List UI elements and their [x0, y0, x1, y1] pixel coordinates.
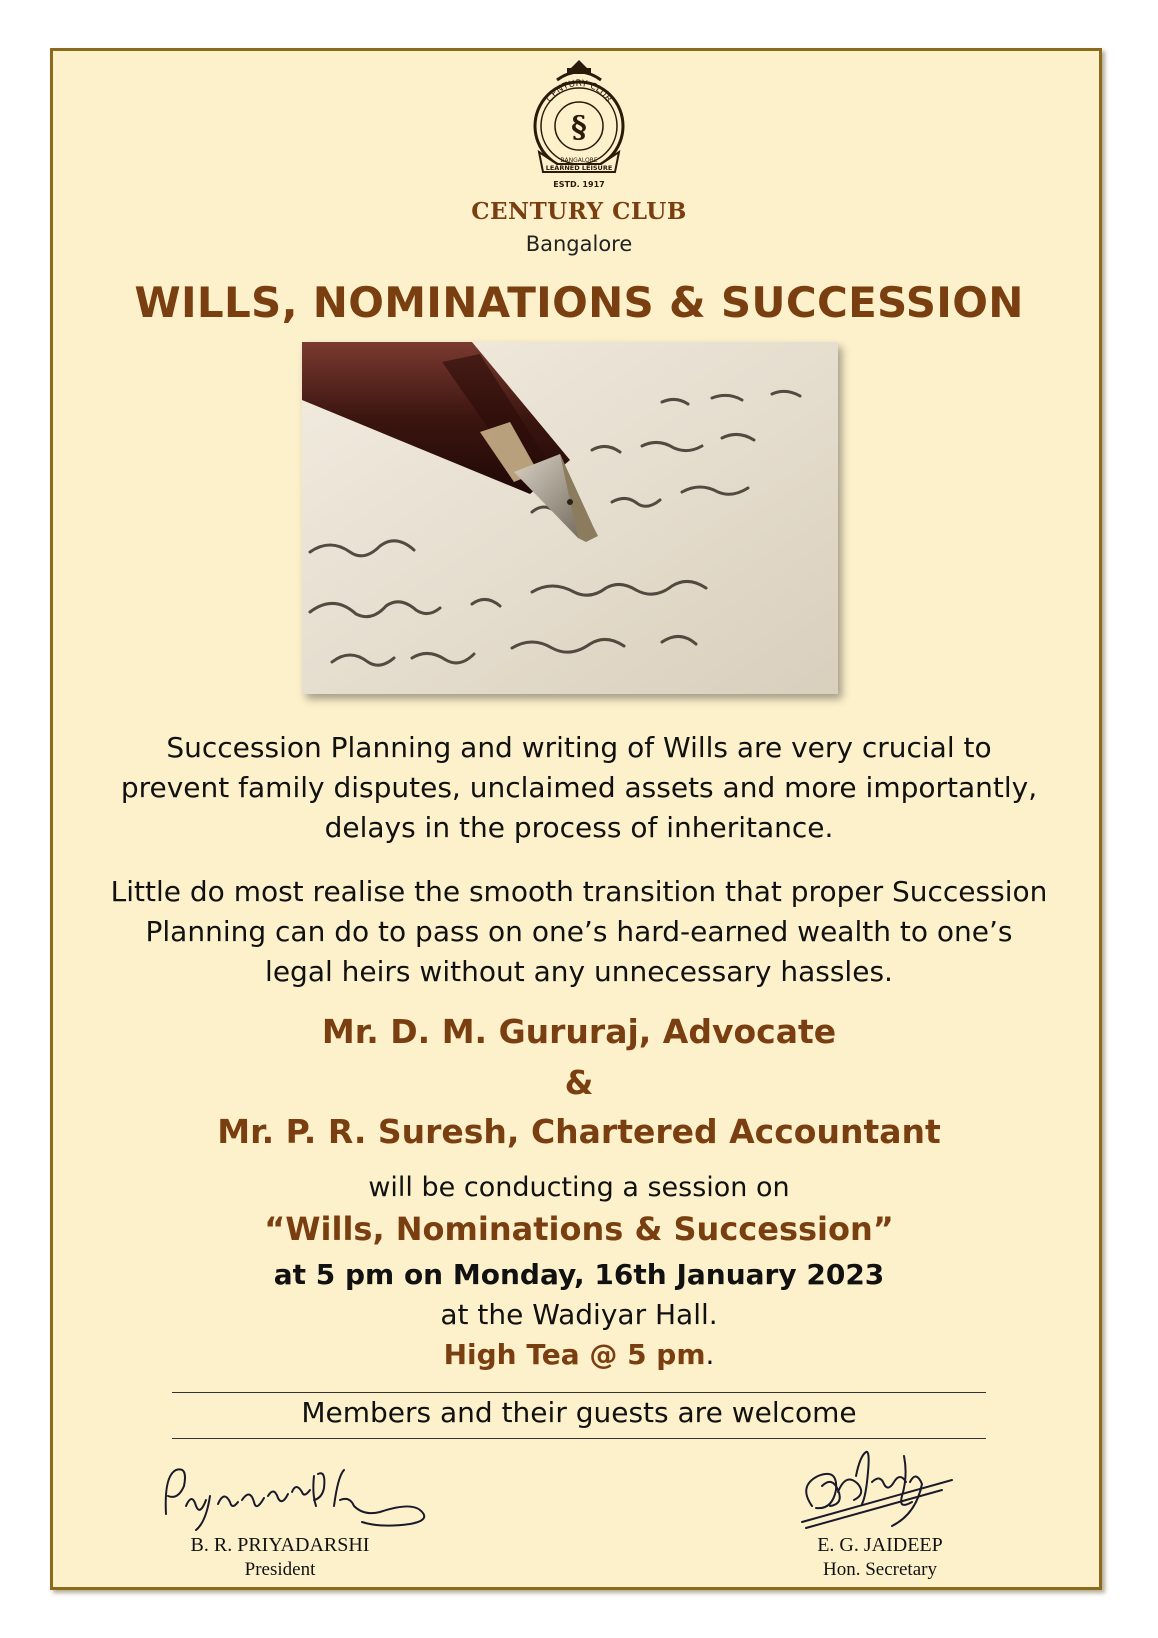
club-name: CENTURY CLUB [471, 198, 687, 225]
logo-text-top: CENTURY CLUB [544, 78, 614, 105]
divider-top [172, 1392, 986, 1393]
svg-text:§: § [571, 110, 587, 145]
intro-paragraph-1: Succession Planning and writing of Wills are very crucial to prevent family disputes, unclaimed assets and more importantly, delays in the process of inheritance. [120, 731, 1038, 844]
secretary-name: E. G. JAIDEEP [817, 1534, 943, 1556]
session-venue: at the Wadiyar Hall. [440, 1298, 718, 1331]
president-role: President [244, 1559, 316, 1580]
high-tea-text: High Tea @ 5 pm [443, 1338, 706, 1371]
event-title: WILLS, NOMINATIONS & SUCCESSION [134, 278, 1024, 327]
logo-established: ESTD. 1917 [553, 180, 605, 189]
high-tea-period: . [705, 1338, 715, 1371]
secretary-role: Hon. Secretary [823, 1559, 937, 1580]
conducting-text: will be conducting a session on [368, 1172, 790, 1203]
club-city: Bangalore [525, 232, 633, 256]
secretary-signature [792, 1446, 962, 1538]
president-name: B. R. PRIYADARSHI [190, 1534, 370, 1556]
speaker-ampersand: & [564, 1063, 594, 1102]
welcome-text: Members and their guests are welcome [301, 1396, 857, 1429]
fountain-pen-photo [302, 342, 838, 694]
president-signature [158, 1456, 448, 1536]
intro-paragraph-2: Little do most realise the smooth transition that proper Succession Planning can do to pass on one’s hard-earned wealth to one’s legal heirs without any unnecessary hassles. [110, 875, 1048, 988]
high-tea-line [0, 1338, 1158, 1371]
divider-bottom [172, 1438, 986, 1439]
session-datetime: at 5 pm on Monday, 16th January 2023 [273, 1258, 885, 1291]
session-title: “Wills, Nominations & Succession” [264, 1210, 894, 1248]
logo-text-bottom: BANGALORE [560, 157, 598, 164]
speaker-1: Mr. D. M. Gururaj, Advocate [321, 1012, 837, 1051]
century-club-logo [527, 54, 631, 202]
logo-ribbon-text: LEARNED LEISURE [545, 164, 613, 172]
speaker-2: Mr. P. R. Suresh, Chartered Accountant [217, 1112, 941, 1151]
